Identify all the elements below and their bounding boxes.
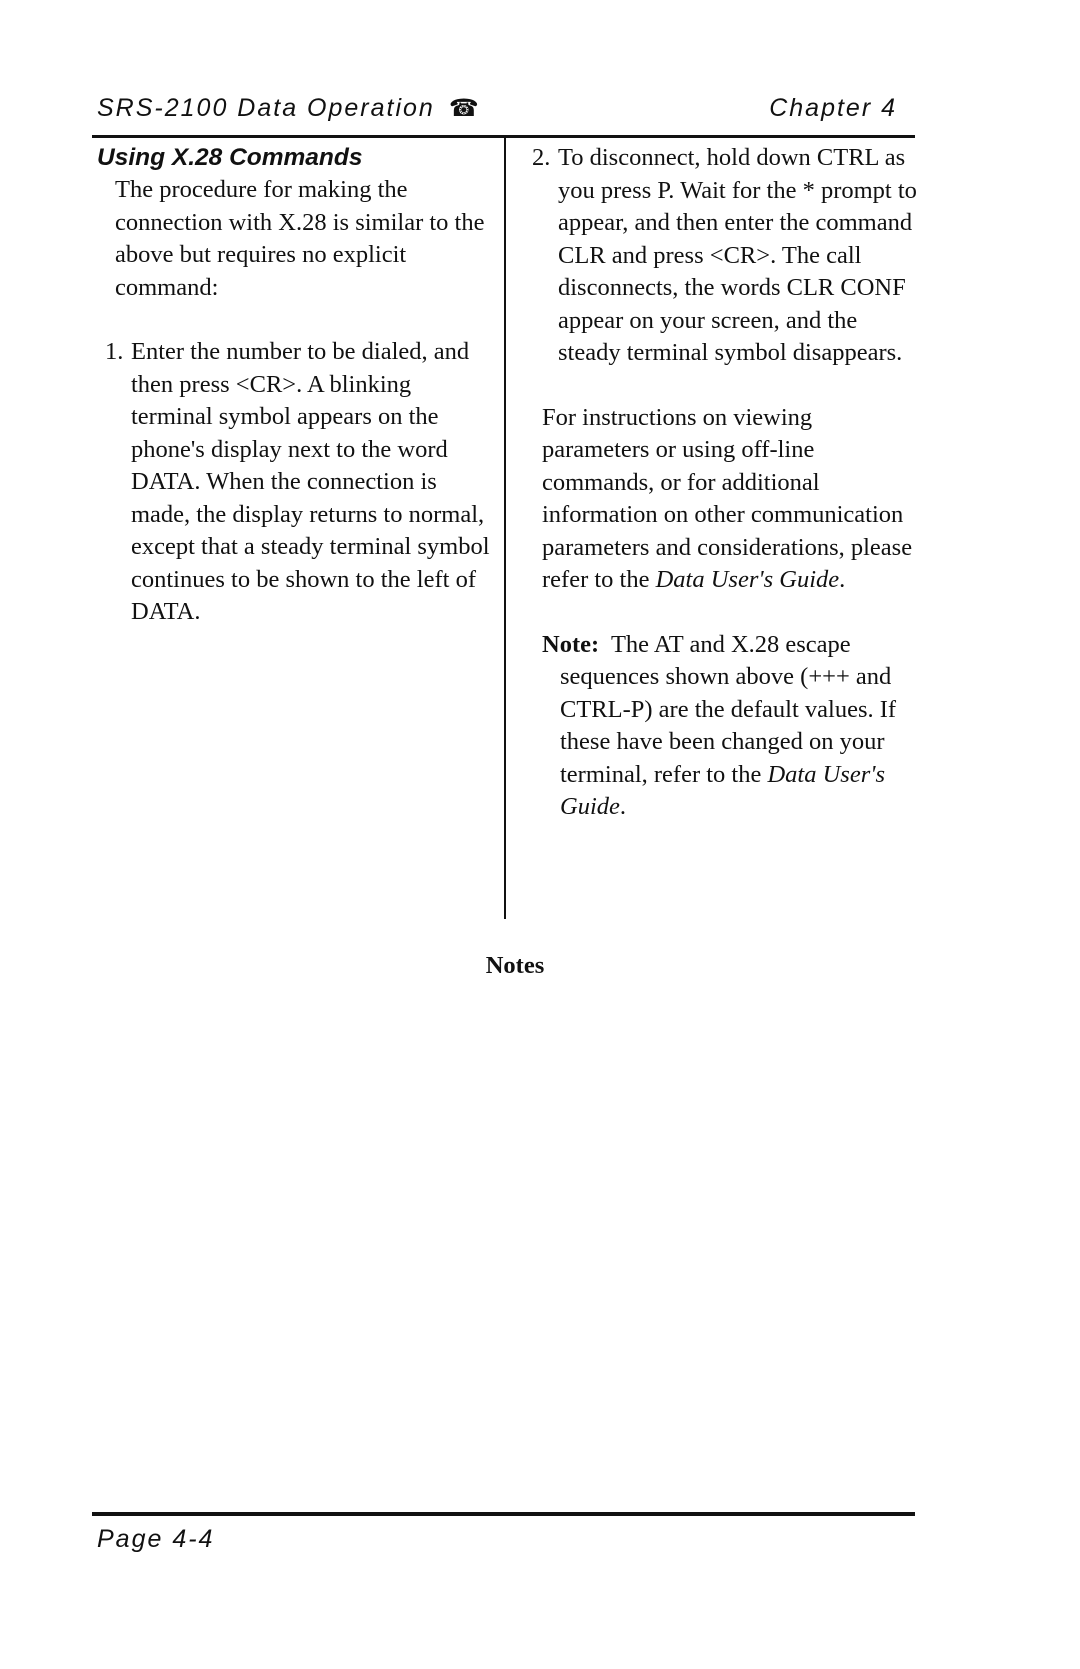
notes-heading: Notes — [485, 952, 545, 979]
list-text: Enter the number to be dialed, and then press <CR>. A blinking terminal symbol appears on the phone's display next to the word DATA. When the connection is made, the display returns to normal, except that a steady terminal symbol continues to be shown to the left of DATA. — [131, 338, 490, 625]
list-item-1 — [97, 336, 497, 629]
note-body — [542, 629, 917, 824]
note-first-line — [542, 631, 611, 658]
header-title — [97, 94, 481, 123]
column-divider — [504, 137, 506, 919]
reference-end: . — [839, 566, 846, 593]
list-number: 1. — [105, 338, 124, 365]
reference-paragraph — [532, 402, 917, 597]
running-header — [97, 94, 917, 134]
guide-title: Data User's Guide — [560, 760, 886, 820]
telephone-icon: ☎ — [448, 95, 481, 122]
list-item-2 — [532, 142, 917, 370]
header-title-text: SRS-2100 Data Operation — [97, 94, 435, 122]
list-text: To disconnect, hold down CTRL as you press P. Wait for the * prompt to appear, and then enter the command CLR and press <CR>. The call disconnects, the words CLR CONF appear on your screen, and the steady terminal symbol disappears. — [558, 144, 917, 366]
header-chapter: Chapter 4 — [769, 94, 897, 122]
note-label: Note: — [542, 630, 600, 658]
note-paragraph — [532, 629, 917, 824]
intro-paragraph: The procedure for making the connection with X.28 is similar to the above but requires no explicit command: — [115, 176, 485, 301]
page-number: Page 4-4 — [97, 1525, 215, 1553]
left-column — [97, 142, 497, 629]
right-column — [532, 142, 917, 824]
footer-rule — [92, 1512, 915, 1516]
note-text: The AT and X.28 escape sequences shown above (+++ and CTRL-P) are the default values. If these have been changed on your terminal, refer to the — [560, 630, 897, 788]
list-number: 2. — [532, 144, 551, 171]
guide-title: Data User's Guide — [655, 566, 840, 593]
section-title: Using X.28 Commands — [97, 144, 363, 171]
note-end: . — [619, 793, 626, 820]
reference-text: For instructions on viewing parameters or using off-line commands, or for additional information on other communication parameters and considerations, please refer to the — [542, 403, 913, 593]
